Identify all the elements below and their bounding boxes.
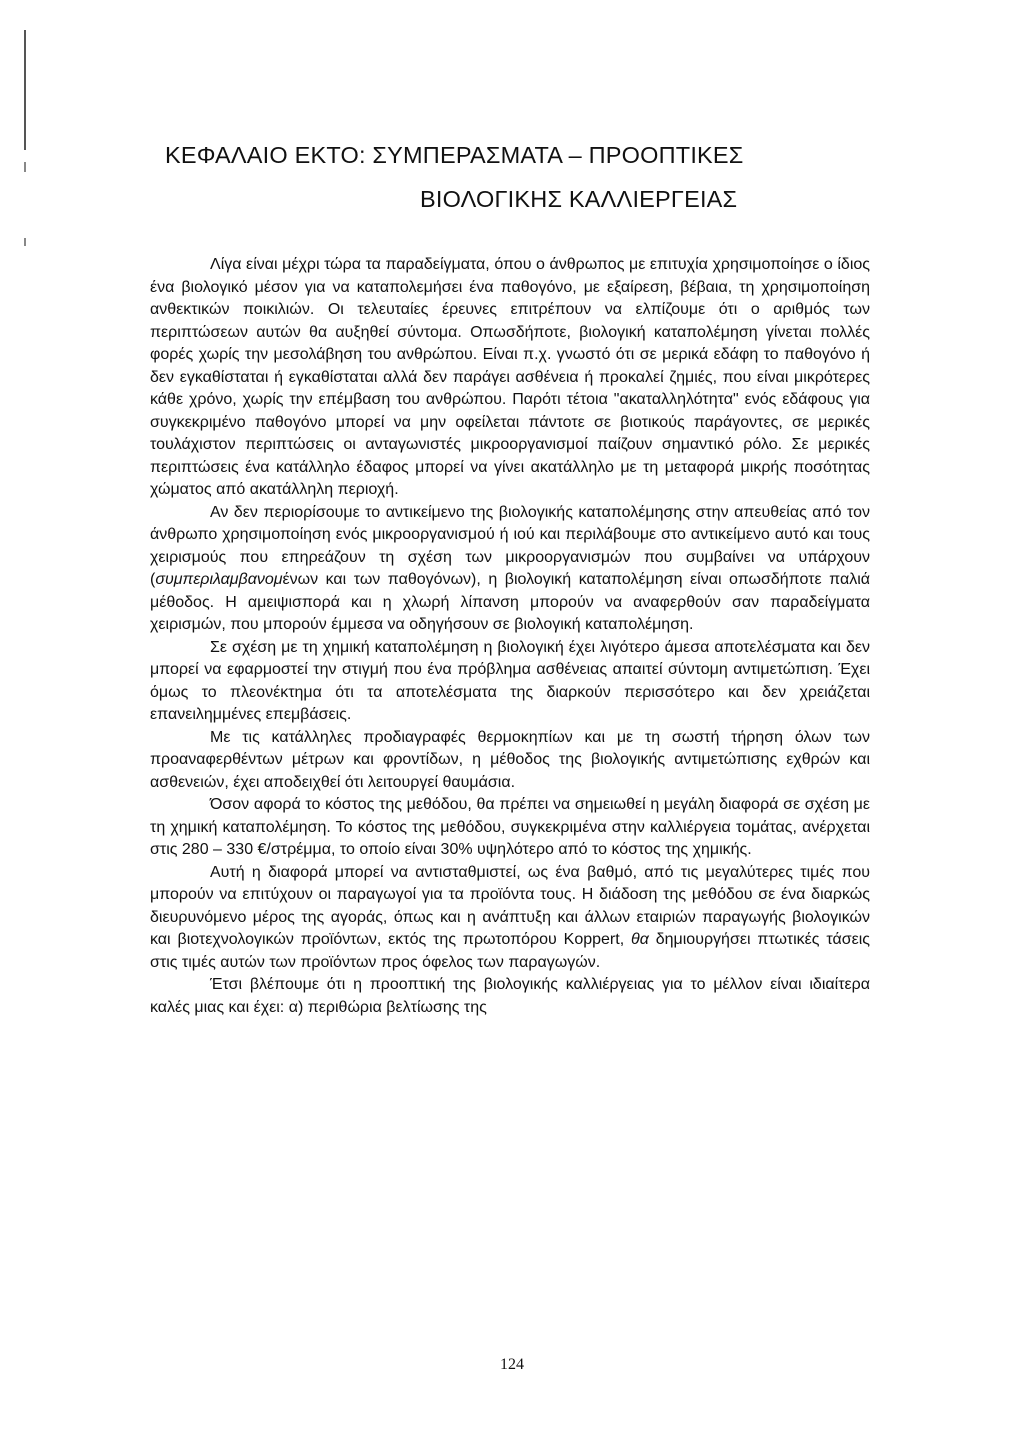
chapter-body xyxy=(150,254,870,1019)
scan-artifact-mark xyxy=(24,162,26,172)
paragraph-6-text-a: Αυτή η διαφορά μπορεί να αντισταθμιστεί, ως ένα βαθμό, από τις μεγαλύτερες τιμές που μπορούν να επιτύχουν οι παραγωγοί για τα προϊόντα τους. Η διάδοση της μεθόδου σε ένα διαρκώς διευρυνόμενο μέρος της αγοράς, όπως και η ανάπτυξη και άλλων εταιριών παραγωγής βιολογικών και βιοτεχνολογικών προϊόντων, εκτός της πρωτοπόρου Koppert, xyxy=(150,863,870,948)
paragraph-5-text: Όσον αφορά το κόστος της μεθόδου, θα πρέπει να σημειωθεί η μεγάλη διαφορά σε σχέση με τη χημική καταπολέμηση. Το κόστος της μεθόδου, συγκεκριμένα στην καλλιέργεια τομάτας, ανέρχεται στις 280 – 330 €/στρέμμα, το οποίο είναι 30% υψηλότερο από το κόστος της χημικής. xyxy=(150,796,870,858)
paragraph-2-text-a: Αν δεν περιορίσουμε το αντικείμενο της βιολογικής καταπολέμησης στην απευθείας από τον άνθρωπο χρησιμοποίηση ενός μικροοργανισμού ή ιού και περιλάβουμε στο αντικείμενο αυτό και τους χειρισμούς που επηρεάζουν τη σχέση των μικροοργανισμών που συμβαίνει να υπάρχουν ( xyxy=(150,503,870,588)
scan-artifact-line xyxy=(24,30,26,150)
paragraph-4-text: Με τις κατάλληλες προδιαγραφές θερμοκηπίων και με τη σωστή τήρηση όλων των προαναφερθέντων μέτρων και φροντίδων, η μέθοδος της βιολογικής αντιμετώπισης εχθρών και ασθενειών, έχει αποδειχθεί ότι λειτουργεί θαυμάσια. xyxy=(150,728,870,791)
paragraph-6-italic: θα xyxy=(631,931,649,948)
paragraph-1-text: Λίγα είναι μέχρι τώρα τα παραδείγματα, όπου ο άνθρωπος με επιτυχία χρησιμοποίησε ο ίδιος ένα βιολογικό μέσον για να καταπολεμήσει ένα παθογόνο, με εξαίρεση, βέβαια, τη χρησιμοποίηση ανθεκτικών ποικιλιών. Οι τελευταίες έρευνες επιτρέπουν να ελπίζουμε ότι ο αριθμός των περιπτώσεων αυτών θα αυξηθεί σύντομα. Οπωσδήποτε, βιολογική καταπολέμηση γίνεται πολλές φορές χωρίς την μεσολάβηση του ανθρώπου. Είναι π.χ. γνωστό ότι σε μερικά εδάφη το παθογόνο ή δεν εγκαθίσταται ή εγκαθίσταται αλλά δεν παράγει ασθένεια ή προκαλεί ζημιές, που είναι μικρότερες κάθε χρόνο, χωρίς την επέμβαση του ανθρώπου. Παρότι τέτοια "ακαταλληλότητα" ενός εδάφους για συγκεκριμένο παθογόνο μπορεί να μην οφείλεται πάντοτε σε βιοτικούς παράγοντες, σε μερικές τουλάχιστον περιπτώσεις οι ανταγωνιστές μικροοργανισμοί παίζουν σημαντικό ρόλο. Σε μερικές περιπτώσεις ένα κατάλληλο έδαφος μπορεί να γίνει ακατάλληλο με τη μεταφορά μικρής ποσότητας χώματος από ακατάλληλη περιοχή. xyxy=(150,256,870,498)
scan-artifact-mark xyxy=(24,238,26,246)
paragraph-3 xyxy=(150,637,870,727)
paragraph-2-italic: συμπεριλαμβανομ xyxy=(155,571,283,588)
paragraph-6 xyxy=(150,862,870,975)
chapter-title-line-2: ΒΙΟΛΟΓΙΚΗΣ ΚΑΛΛΙΕΡΓΕΙΑΣ xyxy=(420,186,738,212)
paragraph-4 xyxy=(150,727,870,795)
paragraph-3-text: Σε σχέση με τη χημική καταπολέμηση η βιολογική έχει λιγότερο άμεσα αποτελέσματα και δεν μπορεί να εφαρμοστεί την στιγμή που ένα πρόβλημα ασθένειας απαιτεί σύντομη αντιμετώπιση. Έχει όμως το πλεονέκτημα ότι τα αποτελέσματα της διαρκούν περισσότερο και δεν χρειάζεται επανειλημμένες επεμβάσεις. xyxy=(150,638,870,723)
paragraph-5 xyxy=(150,794,870,862)
page-number: 124 xyxy=(500,1356,524,1373)
paragraph-7-text: Έτσι βλέπουμε ότι η προοπτική της βιολογικής καλλιέργειας για το μέλλον είναι ιδιαίτερα καλές μιας και έχει: α) περιθώρια βελτίωσης της xyxy=(150,976,870,1016)
paragraph-7 xyxy=(150,974,870,1019)
paragraph-2 xyxy=(150,502,870,637)
paragraph-2-text-b: ένων και των παθογόνων), η βιολογική καταπολέμηση είναι οπωσδήποτε παλιά μέθοδος. Η αμειψισπορά και η χλωρή λίπανση μπορούν να αναφερθούν σαν παραδείγματα χειρισμών, που μπορούν έμμεσα να οδηγήσουν σε βιολογική καταπολέμηση. xyxy=(150,571,870,633)
chapter-title-line-1: ΚΕΦΑΛΑΙΟ ΕΚΤΟ: ΣΥΜΠΕΡΑΣΜΑΤΑ – ΠΡΟΟΠΤΙΚΕΣ xyxy=(165,142,744,168)
paragraph-1 xyxy=(150,254,870,502)
paragraph-6-text-b: δημιουργήσει πτωτικές τάσεις στις τιμές αυτών των προϊόντων προς όφελος των παραγωγών. xyxy=(150,931,871,971)
